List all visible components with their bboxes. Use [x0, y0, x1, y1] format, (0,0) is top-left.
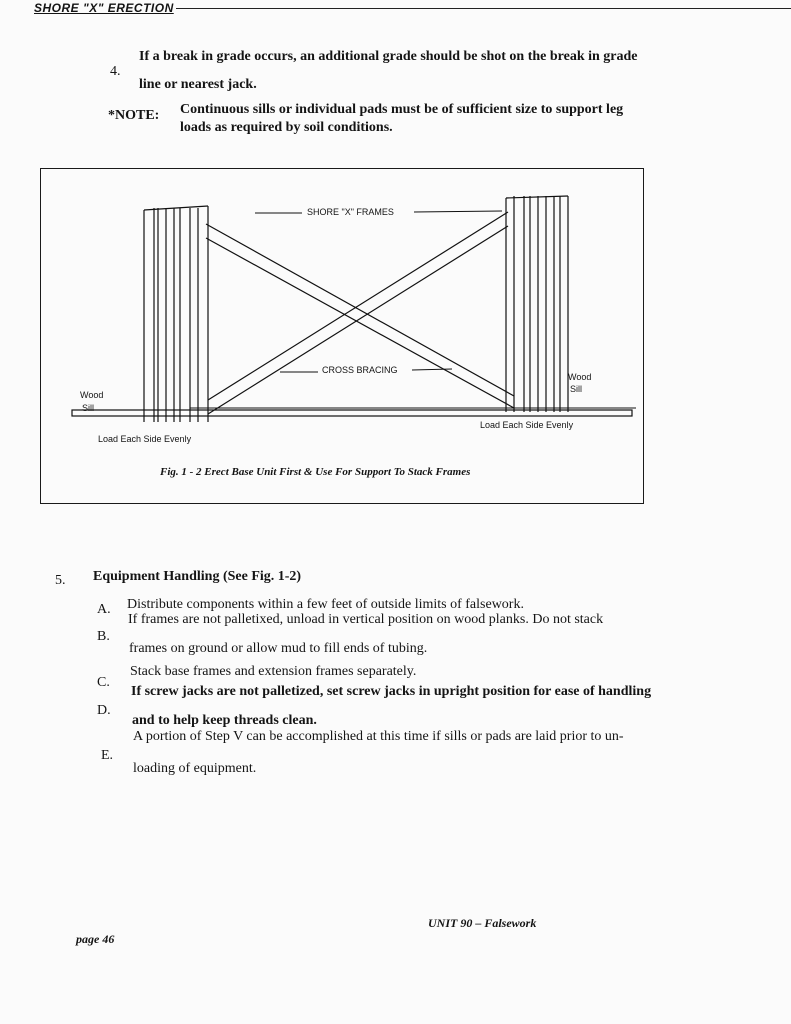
item-e-line-1: A portion of Step V can be accomplished at this time if sills or pads are laid prior to un-	[133, 729, 624, 744]
item-d-line-1: If screw jacks are not palletized, set screw jacks in upright position for ease of handling	[131, 684, 652, 699]
label-cross-bracing: CROSS BRACING	[322, 365, 398, 375]
step-5-number: 5.	[55, 573, 66, 588]
label-load-each-side-left: Load Each Side Evenly	[98, 434, 192, 444]
note-label: *NOTE:	[108, 108, 160, 123]
left-frame-legs	[144, 206, 208, 422]
item-a-line-1: Distribute components within a few feet of outside limits of falsework.	[127, 597, 524, 612]
footer-page-number: page 46	[76, 932, 115, 946]
label-wood-sill-right-1: Wood	[568, 372, 592, 382]
item-b-line-1: If frames are not palletixed, unload in vertical position on wood planks. Do not stack	[128, 612, 604, 627]
page-header-title: SHORE "X" ERECTION	[34, 1, 174, 15]
step-4-line-2: line or nearest jack.	[139, 77, 257, 92]
label-load-each-side-right: Load Each Side Evenly	[480, 420, 574, 430]
cross-bracing	[206, 212, 514, 414]
header-rule	[176, 8, 791, 9]
right-frame-legs	[506, 196, 568, 412]
item-e-line-2: loading of equipment.	[133, 761, 257, 776]
note-line-2: loads as required by soil conditions.	[180, 120, 393, 135]
item-e-letter: E.	[101, 748, 114, 763]
item-c-letter: C.	[97, 675, 110, 690]
item-b-line-2: frames on ground or allow mud to fill ends of tubing.	[129, 641, 428, 656]
label-wood-sill-right-2: Sill	[570, 384, 583, 394]
step-4-number: 4.	[110, 64, 121, 79]
step-5-title: Equipment Handling (See Fig. 1-2)	[93, 569, 302, 584]
step-4-line-1: If a break in grade occurs, an additional grade should be shot on the break in grade	[139, 49, 638, 64]
shore-x-frame-diagram	[40, 168, 644, 504]
label-wood-sill-left-1: Wood	[80, 390, 104, 400]
item-b-letter: B.	[97, 629, 110, 644]
label-shore-x-frames: SHORE "X" FRAMES	[307, 207, 394, 217]
footer-unit-title: UNIT 90 – Falsework	[428, 916, 537, 930]
item-a-letter: A.	[97, 602, 111, 617]
item-d-line-2: and to help keep threads clean.	[132, 713, 317, 728]
figure-caption: Fig. 1 - 2 Erect Base Unit First & Use For Support To Stack Frames	[160, 466, 471, 478]
item-c-line-1: Stack base frames and extension frames separately.	[130, 664, 417, 679]
item-d-letter: D.	[97, 703, 111, 718]
label-wood-sill-left-2: Sill	[82, 403, 95, 413]
wood-sill-plank	[72, 408, 636, 416]
note-line-1: Continuous sills or individual pads must be of sufficient size to support leg	[180, 102, 624, 117]
